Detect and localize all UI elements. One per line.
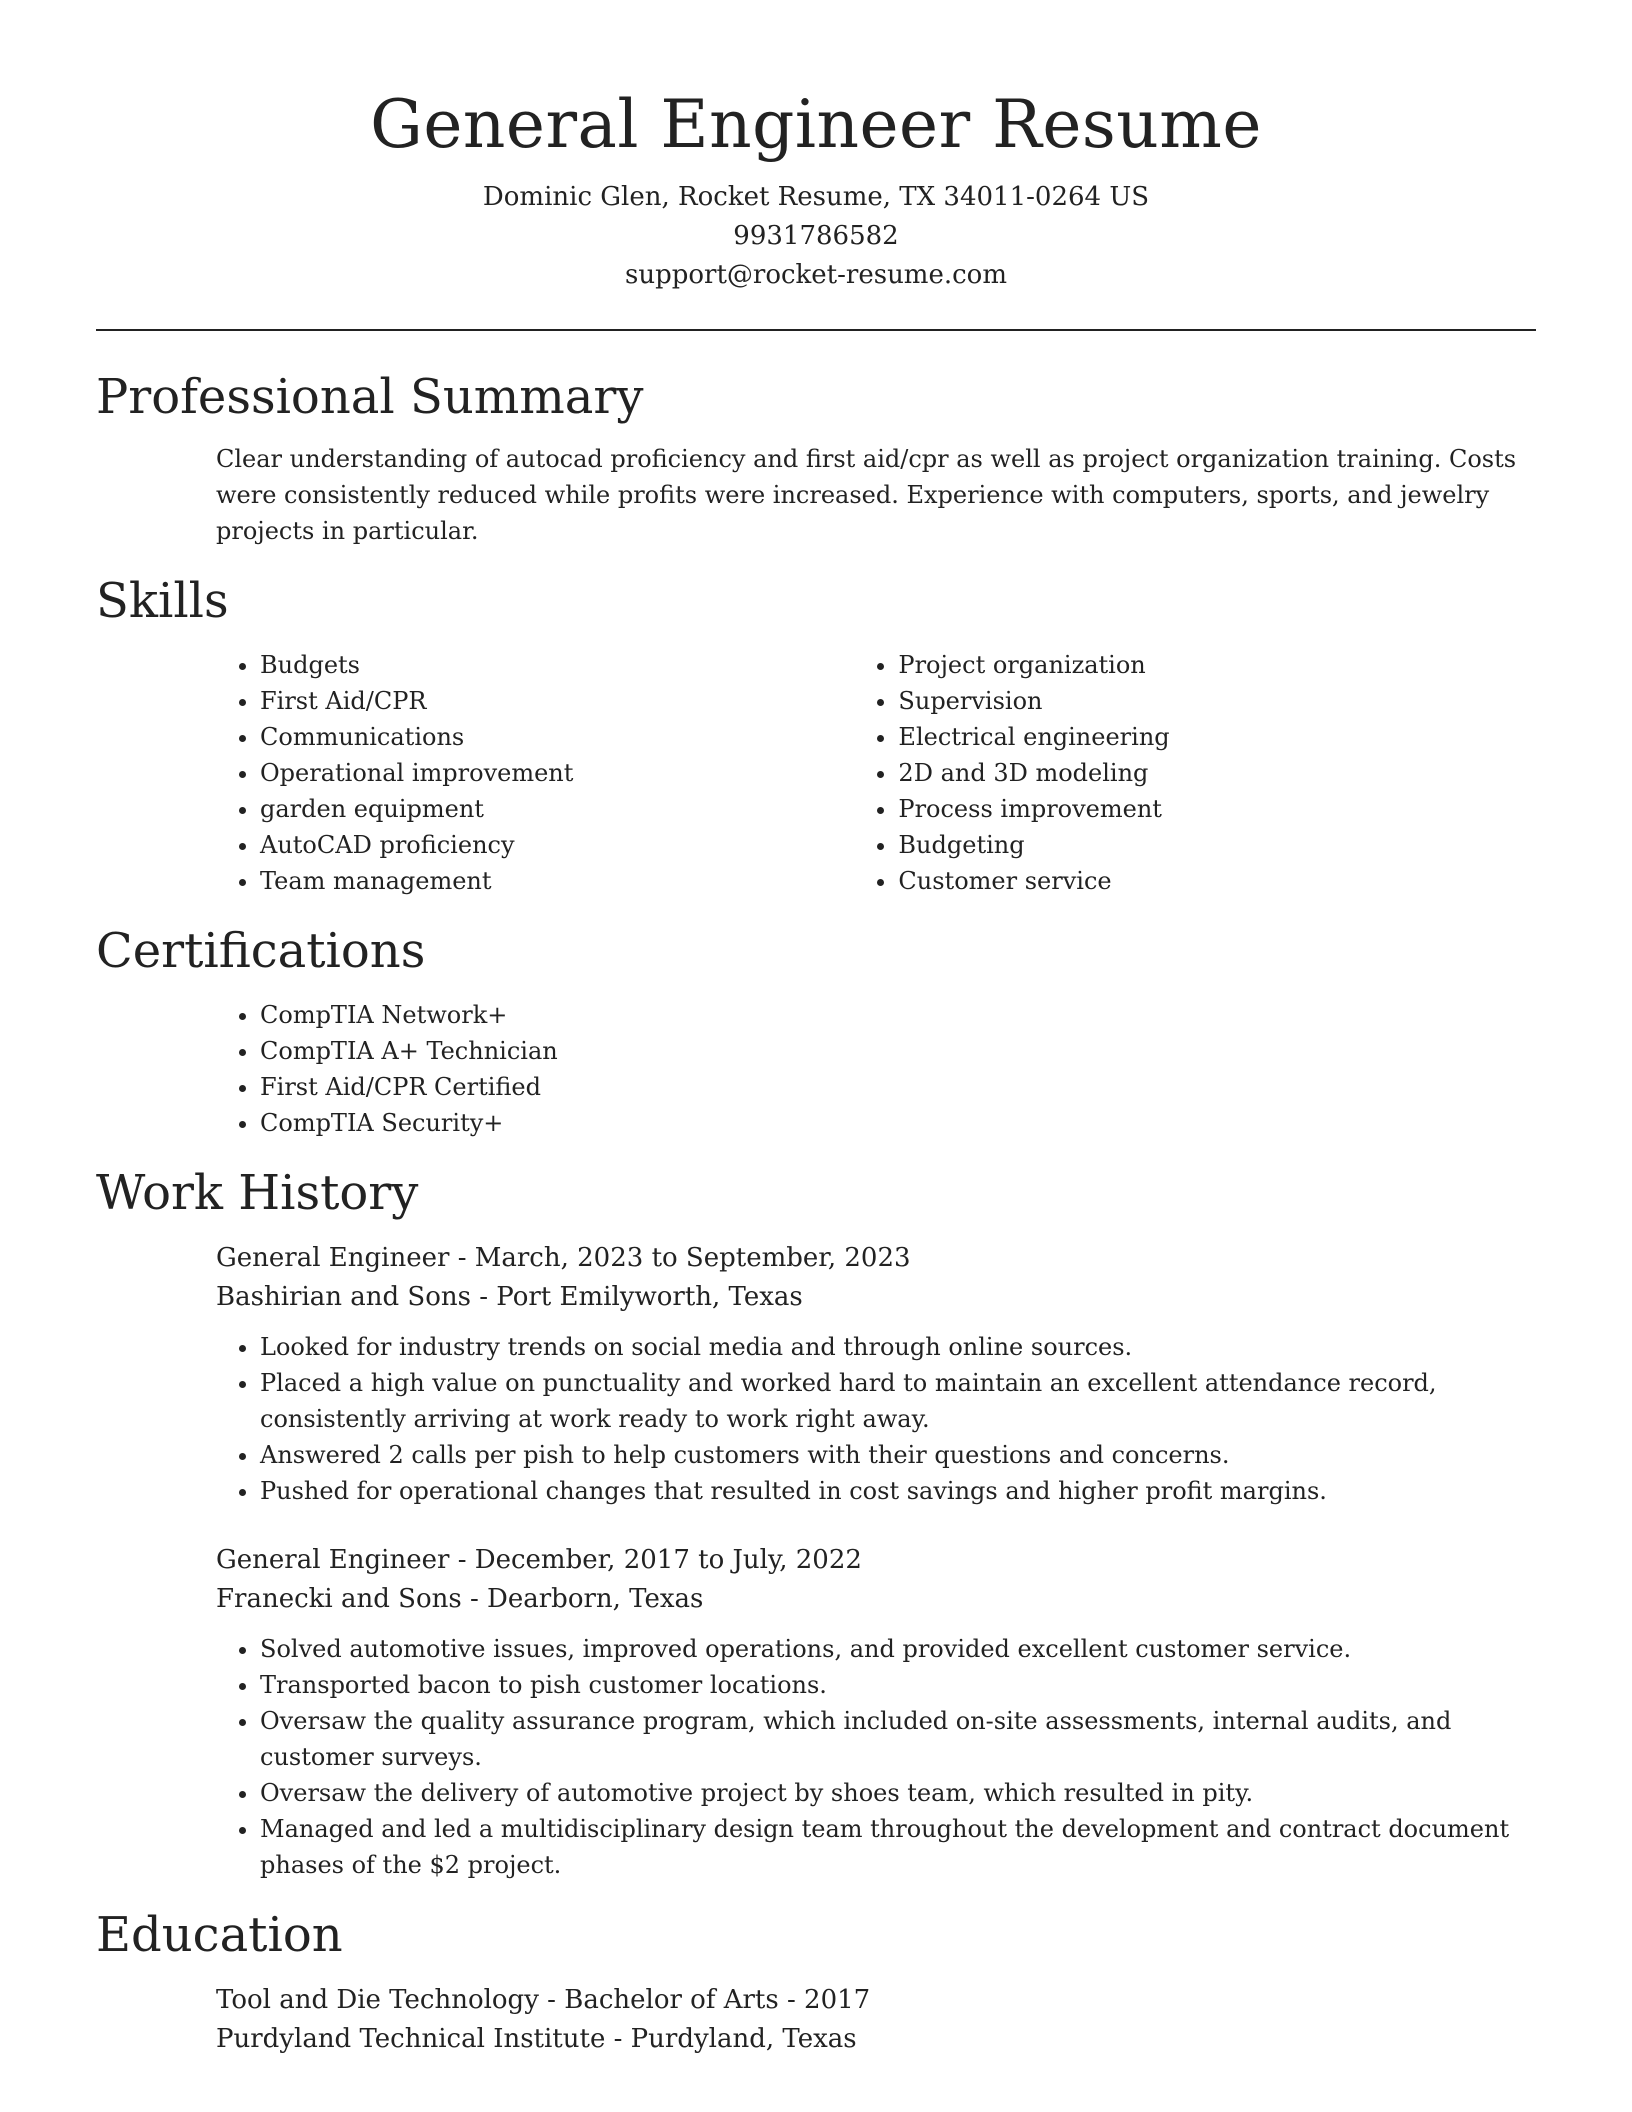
contact-block	[96, 178, 1536, 295]
school-line: Purdyland Technical Institute - Purdyland, Texas	[216, 2024, 857, 2054]
degree-line: Tool and Die Technology - Bachelor of Arts - 2017	[216, 1985, 871, 2015]
job-company-line: Franecki and Sons - Dearborn, Texas	[216, 1584, 704, 1614]
work-history-heading: Work History	[96, 1165, 419, 1221]
skill-item: • Communications	[260, 719, 854, 755]
education-heading: Education	[96, 1907, 343, 1963]
job-bullet: • Oversaw the delivery of automotive project by shoes team, which resulted in pity.	[260, 1775, 1536, 1811]
job-bullets	[216, 1329, 1536, 1509]
skills-list-right	[854, 647, 1536, 899]
skills-columns	[216, 647, 1536, 899]
job-bullet: • Transported bacon to pish customer locations.	[260, 1667, 1536, 1703]
job-bullet: • Looked for industry trends on social media and through online sources.	[260, 1329, 1536, 1365]
skill-item: • Budgeting	[898, 827, 1536, 863]
skill-item: • 2D and 3D modeling	[898, 755, 1536, 791]
job-company-line: Bashirian and Sons - Port Emilyworth, Texas	[216, 1282, 803, 1312]
certification-item: • CompTIA Network+	[260, 997, 1536, 1033]
skill-item: • Team management	[260, 863, 854, 899]
skill-item: • Process improvement	[898, 791, 1536, 827]
skills-heading: Skills	[96, 573, 229, 629]
resume-title: General Engineer Resume	[370, 86, 1262, 163]
skill-item: • garden equipment	[260, 791, 854, 827]
job-entry	[216, 1541, 1536, 1883]
skill-item: • Electrical engineering	[898, 719, 1536, 755]
skill-item: • Project organization	[898, 647, 1536, 683]
skill-item: • Budgets	[260, 647, 854, 683]
certification-item: • CompTIA A+ Technician	[260, 1033, 1536, 1069]
certifications-heading: Certifications	[96, 923, 426, 979]
certification-item: • CompTIA Security+	[260, 1105, 1536, 1141]
job-title-line: General Engineer - December, 2017 to July, 2022	[216, 1545, 862, 1575]
education-entry	[216, 1981, 1536, 2059]
skills-list-left	[216, 647, 854, 899]
skill-item: • Customer service	[898, 863, 1536, 899]
certifications-list	[216, 997, 1536, 1141]
contact-email: support@rocket-resume.com	[624, 260, 1007, 290]
job-bullet: • Solved automotive issues, improved operations, and provided excellent customer service.	[260, 1631, 1536, 1667]
skill-item: • Operational improvement	[260, 755, 854, 791]
skill-item: • AutoCAD proficiency	[260, 827, 854, 863]
job-bullet: • Oversaw the quality assurance program, which included on-site assessments, internal audits, and customer surveys.	[260, 1703, 1536, 1775]
certification-item: • First Aid/CPR Certified	[260, 1069, 1536, 1105]
header-divider	[96, 329, 1536, 331]
job-bullets	[216, 1631, 1536, 1883]
contact-phone: 9931786582	[733, 221, 899, 251]
job-bullet: • Placed a high value on punctuality and worked hard to maintain an excellent attendance record, consistently arriving at work ready to work right away.	[260, 1365, 1536, 1437]
job-bullet: • Answered 2 calls per pish to help customers with their questions and concerns.	[260, 1437, 1536, 1473]
skill-item: • Supervision	[898, 683, 1536, 719]
summary-heading: Professional Summary	[96, 369, 644, 425]
job-entry	[216, 1239, 1536, 1509]
job-bullet: • Managed and led a multidisciplinary design team throughout the development and contract document phases of the $2 project.	[260, 1811, 1536, 1883]
summary-text: Clear understanding of autocad proficiency and first aid/cpr as well as project organization training. Costs were consistently reduced while profits were increased. Experience with computers, sports, and jewelry projects in particular.	[216, 445, 1517, 545]
skill-item: • First Aid/CPR	[260, 683, 854, 719]
job-title-line: General Engineer - March, 2023 to September, 2023	[216, 1243, 911, 1273]
resume-page	[96, 0, 1536, 2059]
contact-address: Dominic Glen, Rocket Resume, TX 34011-0264 US	[482, 182, 1150, 212]
job-bullet: • Pushed for operational changes that resulted in cost savings and higher profit margins.	[260, 1473, 1536, 1509]
